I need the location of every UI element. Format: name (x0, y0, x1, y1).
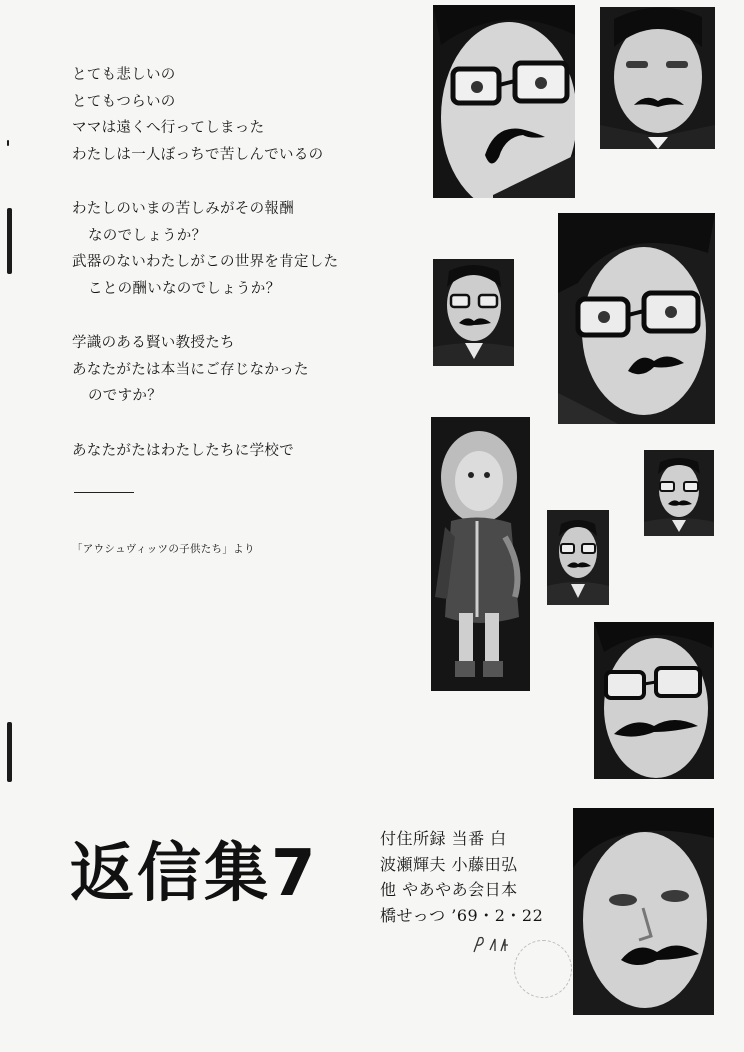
poem-line: あなたがたは本当にご存じなかった (72, 361, 309, 378)
poem-line: 学識のある賢い教授たち (72, 335, 235, 351)
binding-mark (7, 722, 12, 782)
portrait-man-8 (573, 808, 714, 1015)
poem-stanza (72, 62, 432, 168)
credit-line: 他 やあやあ会日本 (380, 880, 518, 899)
credit-line: 橋せっつ ’69・2・22 (380, 905, 544, 925)
portrait-glasses-man-7 (594, 622, 714, 779)
binding-mark (7, 140, 9, 146)
poem-stanza (72, 330, 432, 410)
poem-line: のですか？ (88, 388, 162, 404)
credit-line: 付住所録 当番 白 (380, 829, 507, 848)
poem-line: わたしのいまの苦しみがその報酬 (72, 201, 294, 217)
portrait-glasses-man-4 (433, 259, 514, 366)
portrait-glasses-man-1 (433, 5, 575, 198)
poem-line: とても悲しいの (72, 67, 176, 83)
poem-stanza (72, 196, 432, 302)
credit-line: 波瀬輝夫 小藤田弘 (380, 854, 518, 874)
poem-line: とてもつらいの (72, 93, 176, 110)
page-title: 返信集7 (70, 837, 319, 911)
poem-line: 武器のないわたしがこの世界を肯定した (72, 254, 339, 270)
portrait-glasses-man-3 (558, 213, 715, 424)
source-note: 「アウシュヴィッツの子供たち」より (72, 543, 255, 555)
binding-mark (7, 208, 12, 274)
poem-line: あなたがたはわたしたちに学校で (72, 442, 294, 459)
faded-stamp (514, 940, 572, 998)
poem-stanza (72, 438, 432, 465)
poem-rule (74, 492, 134, 493)
poem (72, 62, 432, 492)
poem-line: ママは遠くへ行ってしまった (72, 120, 265, 136)
poem-line: わたしは一人ぼっちで苦しんでいるの (72, 146, 324, 163)
poem-line: なのでしょうか？ (88, 227, 207, 244)
photo-child-in-hood (431, 417, 530, 691)
poem-line: ことの酬いなのでしょうか？ (88, 280, 281, 297)
portrait-man-2 (600, 7, 715, 149)
credits-block (380, 826, 570, 928)
portrait-glasses-man-5 (644, 450, 714, 536)
portrait-glasses-man-6 (547, 510, 609, 605)
